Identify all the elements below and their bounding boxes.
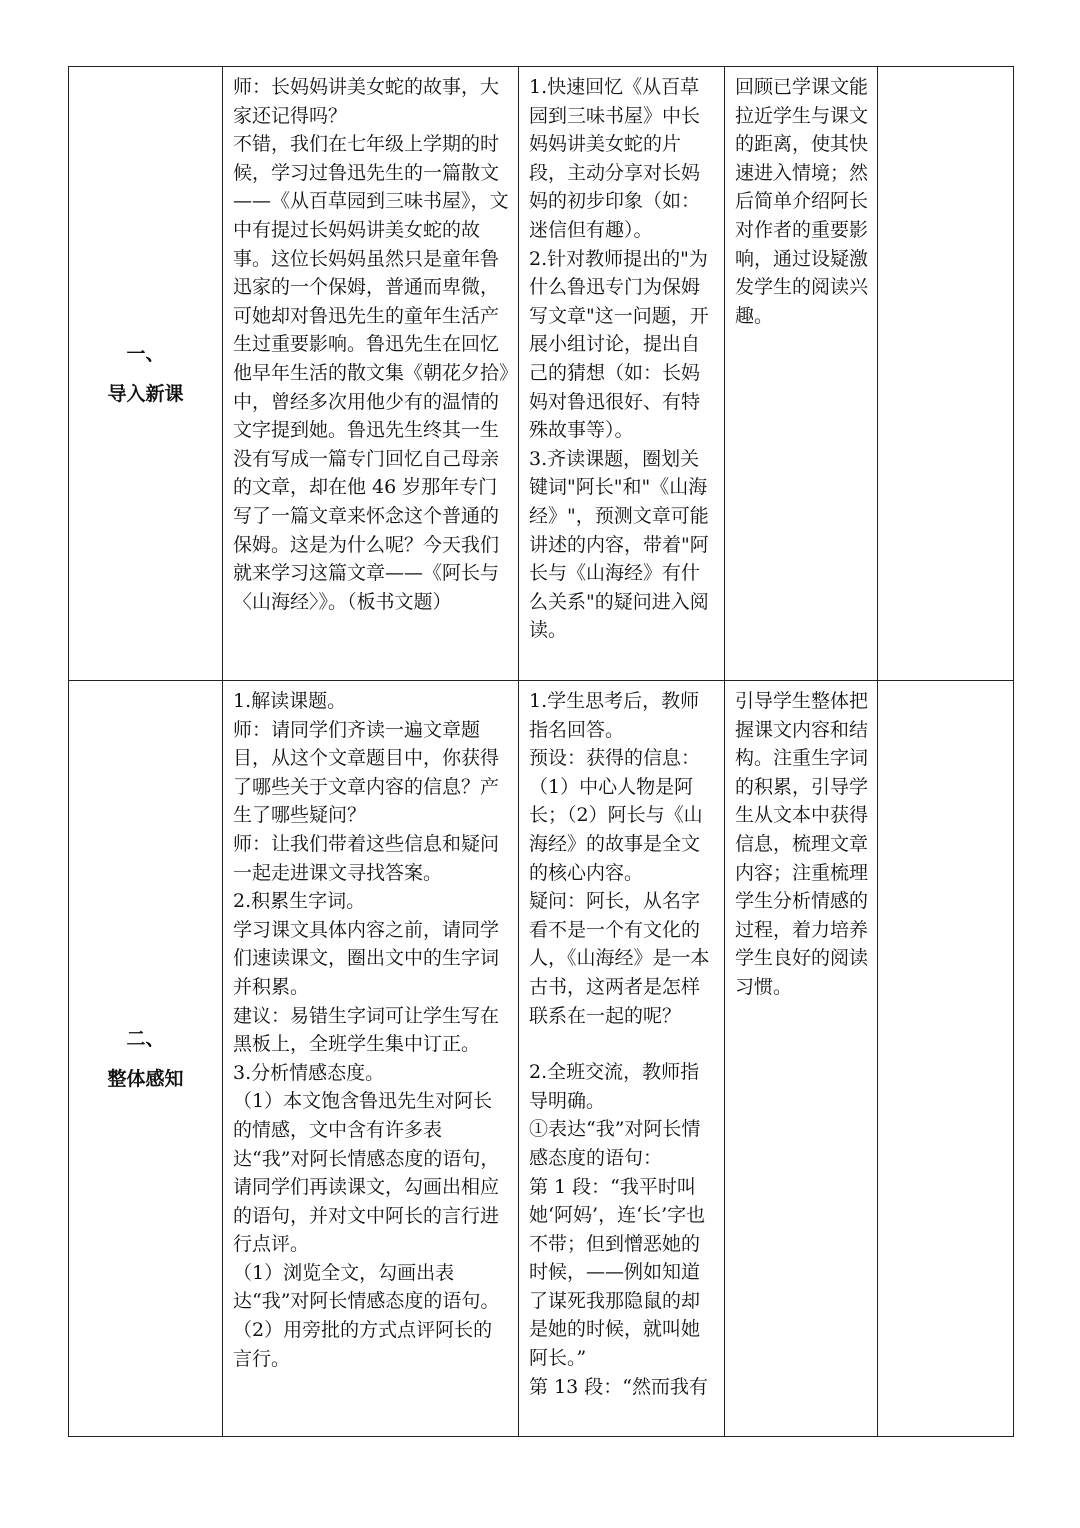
stage-number: 一、 (126, 342, 165, 365)
paragraph: 1.学生思考后，教师指名回答。 (529, 690, 700, 741)
paragraph: ①表达“我”对阿长情感态度的语句： (529, 1118, 701, 1169)
notes-cell (878, 67, 1014, 681)
stage-cell (69, 681, 223, 1437)
paragraph: 回顾已学课文能拉近学生与课文的距离，使其快速进入情境；然后简单介绍阿长对作者的重要影响，通过设疑激发学生的阅读兴趣。 (735, 76, 869, 327)
paragraph: 师：长妈妈讲美女蛇的故事，大家还记得吗？ (233, 76, 500, 127)
paragraph: 3.齐读课题，圈划关键词"阿长"和"《山海经》"，预测文章可能讲述的内容，带着"阿长与《山海经》有什么关系"的疑问进入阅读。 (529, 447, 709, 642)
table-row (69, 67, 1014, 681)
paragraph: 不错，我们在七年级上学期的时候，学习过鲁迅先生的一篇散文——《从百草园到三味书屋》，文中有提过长妈妈讲美女蛇的故事。这位长妈妈虽然只是童年鲁迅家的一个保姆，普通而卑微，可她却对鲁迅先生的童年生活产生过重要影响。鲁迅先生在回忆他早年生活的散文集《朝花夕拾》中，曾经多次用他少有的温情的文字提到她。鲁迅先生终其一生没有写成一篇专门回忆自己母亲的文章，却在他 46 岁那年专门写了一篇文章来怀念这个普通的保姆。这是为什么呢？今天我们就来学习这篇文章——《阿长与〈山海经〉》。（板书文题） (233, 133, 509, 613)
paragraph: 疑问：阿长，从名字看不是一个有文化的人，《山海经》是一本古书，这两者是怎样联系在一起的呢？ (529, 890, 710, 1027)
paragraph: 师：让我们带着这些信息和疑问一起走进课文寻找答案。 (233, 832, 500, 884)
stage-cell (69, 67, 223, 681)
paragraph: 3.分析情感态度。 (233, 1061, 385, 1084)
paragraph: （2）用旁批的方式点评阿长的言行。 (233, 1319, 493, 1370)
paragraph: （1）浏览全文，勾画出表达“我”对阿长情感态度的语句。 (233, 1261, 500, 1313)
stage-number: 二、 (126, 1027, 165, 1050)
stage-name: 整体感知 (107, 1067, 184, 1090)
design-intent-cell (725, 681, 878, 1437)
paragraph: 1.快速回忆《从百草园到三味书屋》中长妈妈讲美女蛇的片段，主动分享对长妈妈的初步印象（如：迷信但有趣）。 (529, 76, 701, 241)
teacher-activity-cell (223, 67, 519, 681)
stage-name: 导入新课 (107, 382, 184, 405)
paragraph: 第 13 段：“然而我有 (529, 1375, 708, 1398)
paragraph: 2.全班交流，教师指导明确。 (529, 1061, 700, 1112)
paragraph: 1.解读课题。 (233, 690, 347, 712)
paragraph: 引导学生整体把握课文内容和结构。注重生字词的积累，引导学生从文本中获得信息，梳理文章内容；注重梳理学生分析情感的过程，着力培养学生良好的阅读习惯。 (735, 690, 869, 998)
teacher-activity-cell (223, 681, 519, 1437)
student-activity-cell (519, 681, 725, 1437)
paragraph: 建议：易错生字词可让学生写在黑板上，全班学生集中订正。 (233, 1004, 500, 1056)
blank-line (529, 1030, 716, 1058)
design-intent-cell (725, 67, 878, 681)
paragraph: 预设：获得的信息：（1）中心人物是阿长；（2）阿长与《山海经》的故事是全文的核心内容。 (529, 747, 703, 884)
paragraph: 师：请同学们齐读一遍文章题目，从这个文章题目中，你获得了哪些关于文章内容的信息？产生了哪些疑问？ (233, 718, 500, 827)
table-row (69, 681, 1014, 1437)
paragraph: 第 1 段：“我平时叫她‘阿妈’，连‘长’字也不带；但到憎恶她的时候，——例如知道了谋死我那隐鼠的却是她的时候，就叫她阿长。” (529, 1175, 706, 1370)
student-activity-cell (519, 67, 725, 681)
paragraph: 2.针对教师提出的"为什么鲁迅专门为保姆写文章"这一问题，开展小组讨论，提出自己的猜想（如：长妈妈对鲁迅很好、有特殊故事等）。 (529, 247, 709, 442)
notes-cell (878, 681, 1014, 1437)
paragraph: 2.积累生字词。 (233, 890, 366, 913)
paragraph: （1）本文饱含鲁迅先生对阿长的情感，文中含有许多表达“我”对阿长情感态度的语句，请同学们再读课文，勾画出相应的语句，并对文中阿长的言行进行点评。 (233, 1090, 500, 1256)
paragraph: 学习课文具体内容之前，请同学们速读课文，圈出文中的生字词并积累。 (233, 918, 500, 998)
lesson-plan-table (68, 66, 1014, 1437)
